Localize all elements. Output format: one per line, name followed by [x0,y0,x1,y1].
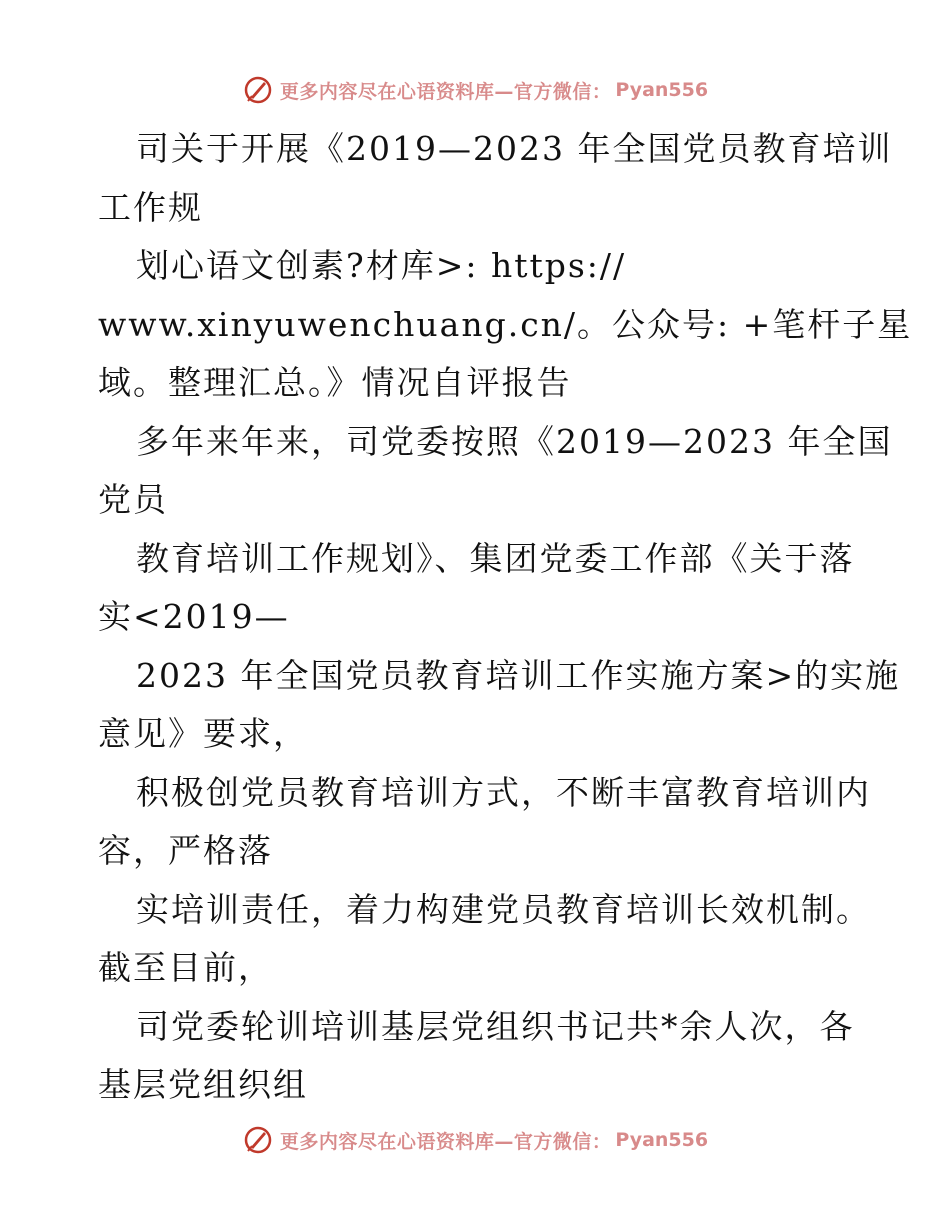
text-line: 教育培训工作规划》、集团党委工作部《关于落 [136,538,855,578]
text-line: 2023 年全国党员教育培训工作实施方案>的实施 [136,655,901,695]
text-line: 截至目前， [98,948,273,987]
footer-banner-wechat: Pyan556 [615,1129,709,1151]
text-line: 实培训责任，着力构建党员教育培训长效机制。 [136,889,871,929]
text-line: 司党委轮训培训基层党组织书记共*余人次，各 [136,1006,855,1046]
text-line: www.xinyuwenchuang.cn/。公众号: +笔杆子星 [98,304,913,344]
quill-logo-icon [242,1124,274,1156]
text-line: 积极创党员教育培训方式，不断丰富教育培训内 [136,772,871,812]
header-banner-text: 更多内容尽在心语资料库—官方微信： [279,80,612,103]
text-line: 划心语文创素?材库>: https:// [136,246,627,285]
header-banner-wechat: Pyan556 [615,79,709,101]
footer-banner [0,1120,950,1160]
footer-banner-text: 更多内容尽在心语资料库—官方微信： [279,1130,612,1153]
quill-logo-icon [242,74,274,106]
text-line: 实<2019— [98,597,290,636]
text-line: 工作规 [98,187,203,227]
text-line: 司关于开展《2019—2023 年全国党员教育培训 [136,129,893,168]
header-banner [0,70,950,110]
text-line: 域。整理汇总。》情况自评报告 [98,363,572,402]
text-line: 基层党组织组 [98,1065,308,1104]
document-body [98,120,913,1115]
text-line: 多年来年来，司党委按照《2019—2023 年全国 [136,421,893,461]
text-line: 意见》要求， [98,714,308,753]
text-line: 容，严格落 [98,831,273,870]
text-line: 党员 [98,480,168,519]
